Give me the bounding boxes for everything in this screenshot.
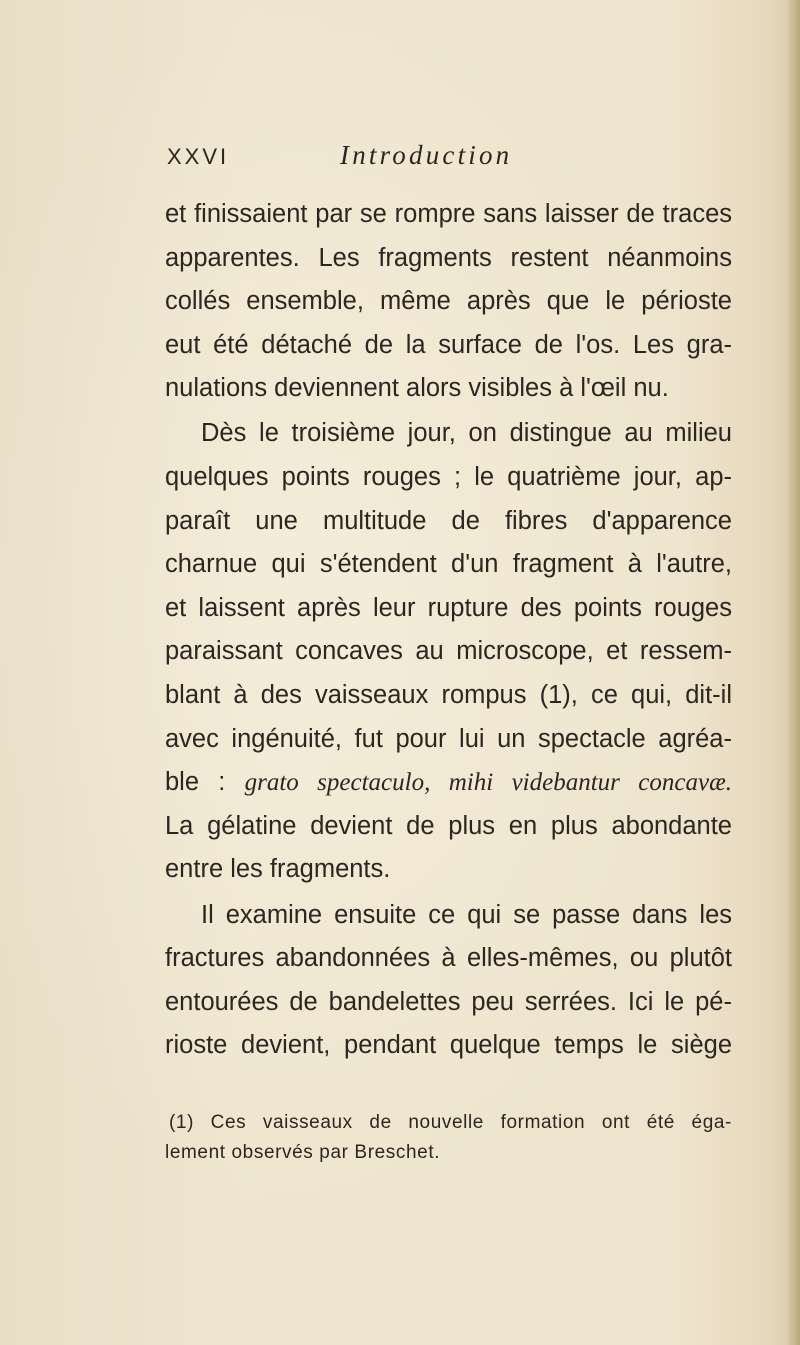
- text-line: collés ensemble, même après que le périoste: [165, 287, 732, 316]
- text-line: paraît une multitude de fibres d'apparence: [165, 506, 732, 535]
- text-line: charnue qui s'étendent d'un fragment à l'autre,: [165, 550, 732, 579]
- text-line: apparentes. Les fragments restent néanmoins: [165, 243, 732, 272]
- body-text: [165, 193, 732, 1068]
- text-line: avec ingénuité, fut pour lui un spectacle agréa-: [165, 724, 732, 753]
- text-line: Dès le troisième jour, on distingue au milieu: [201, 419, 732, 448]
- page-number: XXVI: [167, 144, 230, 169]
- text-line: La gélatine devient de plus en plus abondante: [165, 811, 732, 840]
- running-title: Introduction: [340, 140, 513, 170]
- text-line: entourées de bandelettes peu serrées. Ici le pé-: [165, 987, 732, 1016]
- text-fragment: ble :: [165, 768, 245, 797]
- text-line: et laissent après leur rupture des points rouges: [165, 593, 732, 622]
- text-line: et finissaient par se rompre sans laisser de traces: [165, 200, 732, 228]
- text-line: rioste devient, pendant quelque temps le siège: [165, 1031, 732, 1060]
- text-line-with-quote: [165, 761, 732, 805]
- page-header: [167, 140, 727, 172]
- page-edge-shadow: [786, 0, 800, 1345]
- latin-quotation: grato spectaculo, mihi videbantur concavæ.: [244, 769, 732, 797]
- text-line: fractures abandonnées à elles-mêmes, ou plutôt: [165, 944, 732, 973]
- text-line: quelques points rouges ; le quatrième jour, ap-: [165, 463, 732, 492]
- footnote: [165, 1108, 732, 1168]
- text-line: blant à des vaisseaux rompus (1), ce qui, dit-il: [165, 681, 732, 710]
- footnote-line: lement observés par Breschet.: [165, 1142, 441, 1163]
- text-line: nulations deviennent alors visibles à l'œil nu.: [165, 374, 669, 403]
- text-line: paraissant concaves au microscope, et ressem-: [165, 637, 732, 666]
- text-line: eut été détaché de la surface de l'os. Les gra-: [165, 330, 732, 359]
- footnote-line: (1) Ces vaisseaux de nouvelle formation ont été éga-: [169, 1112, 732, 1133]
- text-line: entre les fragments.: [165, 855, 391, 884]
- text-line: Il examine ensuite ce qui se passe dans les: [201, 900, 732, 929]
